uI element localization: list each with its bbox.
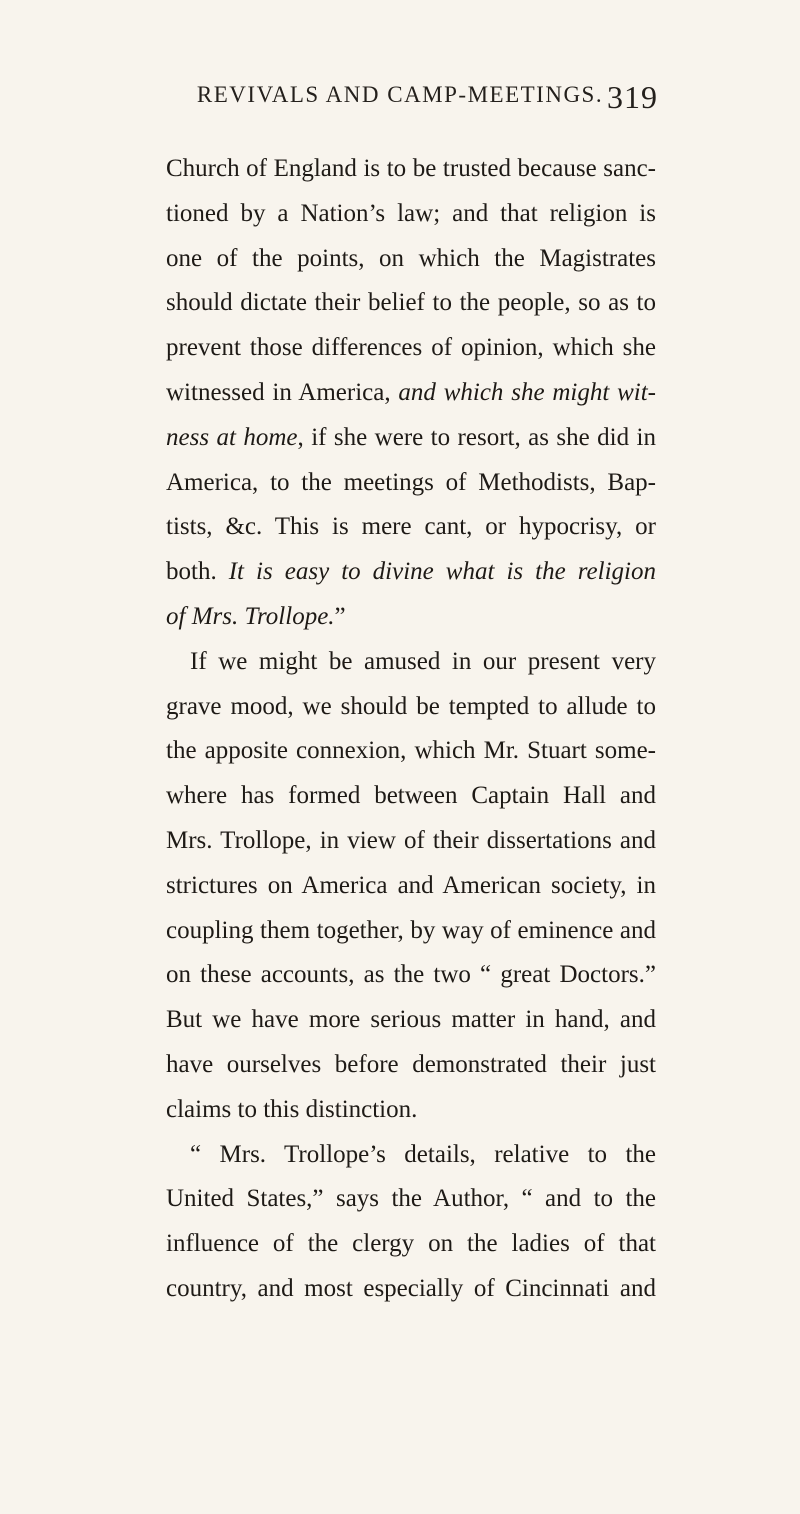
- text-line: But we have more serious matter in hand, and: [166, 1006, 656, 1034]
- text-line: “ Mrs. Trollope’s details, relative to the: [190, 1140, 656, 1168]
- text-line: influence of the clergy on the ladies of that: [166, 1230, 656, 1258]
- text-line: [166, 595, 656, 640]
- page-number: 319: [607, 79, 658, 115]
- text-line: If we might be amused in our present very: [190, 647, 656, 675]
- text-line: [166, 550, 656, 595]
- text-line: should dictate their belief to the people, so as to: [166, 289, 656, 317]
- text-line: have ourselves before demonstrated their just: [166, 1050, 656, 1078]
- text-line: strictures on America and American society, in: [166, 871, 656, 899]
- text-line: Mrs. Trollope, in view of their dissertations and: [166, 826, 656, 854]
- body-text: [166, 147, 656, 1312]
- paragraph-3: [166, 1133, 656, 1312]
- italic-text-segment: ness at home: [166, 423, 298, 451]
- running-head: REVIVALS AND CAMP-MEETINGS.: [196, 82, 604, 107]
- text-line: United States,” says the Author, “ and to the: [166, 1185, 656, 1213]
- text-segment: , if she were to resort, as she did in: [297, 423, 657, 451]
- text-line: prevent those differences of opinion, which she: [166, 334, 656, 362]
- text-segment: both.: [166, 558, 229, 586]
- text-line: where has formed between Captain Hall and: [166, 782, 656, 810]
- text-line: the apposite connexion, which Mr. Stuart some-: [166, 737, 656, 765]
- paragraph-1: [166, 147, 656, 640]
- text-line: tists, &c. This is mere cant, or hypocrisy, or: [166, 513, 656, 541]
- text-segment: witnessed in America,: [166, 378, 399, 406]
- italic-text-segment: of Mrs. Trollope.: [166, 602, 335, 630]
- text-line: [166, 371, 656, 416]
- italic-text-segment: It is easy to divine what is the religion: [228, 558, 656, 586]
- text-line: Church of England is to be trusted because sanc-: [166, 155, 656, 182]
- text-line: on these accounts, as the two “ great Doctors.”: [166, 961, 656, 989]
- text-line: tioned by a Nation’s law; and that religion is: [166, 199, 656, 227]
- paragraph-2: [166, 640, 656, 1133]
- text-line: coupling them together, by way of eminence and: [166, 916, 656, 944]
- text-line: America, to the meetings of Methodists, Bap-: [166, 468, 656, 496]
- text-line: [166, 416, 656, 461]
- text-line: country, and most especially of Cincinnati and: [166, 1274, 656, 1302]
- text-line: one of the points, on which the Magistrates: [166, 244, 656, 272]
- italic-text-segment: and which she might wit-: [398, 378, 656, 406]
- text-line: grave mood, we should be tempted to allude to: [166, 692, 656, 720]
- page-header: [0, 79, 800, 122]
- text-line: claims to this distinction.: [166, 1095, 418, 1123]
- text-segment: ”: [334, 602, 346, 630]
